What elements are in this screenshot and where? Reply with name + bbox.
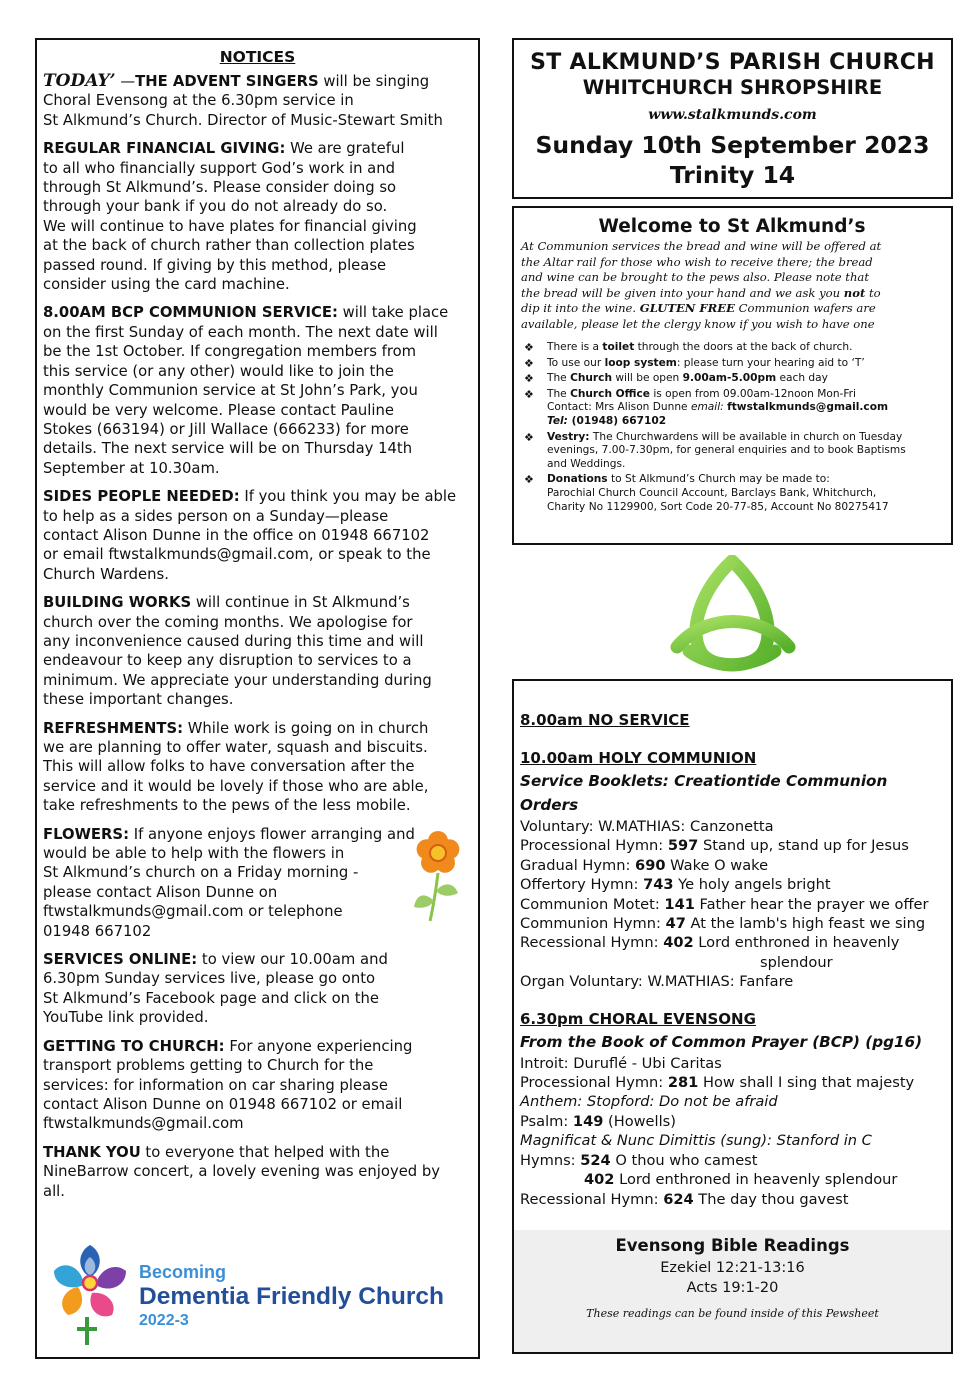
hymn-title: The day thou gavest	[693, 1190, 849, 1208]
line-label: Anthem:	[520, 1093, 583, 1111]
service-630-heading: 6.30pm CHORAL EVENSONG	[520, 1009, 756, 1028]
notice-text: If you think you may be able to help as a sides person on a Sunday—please contact Alison Dunne in the office on 01948 667102 or email ftwstalkmunds@gmail.com, or speak to the Church Wardens.	[43, 488, 457, 583]
hymn-title: Wake O wake	[665, 856, 769, 874]
bullet-church-hours	[521, 372, 943, 386]
line-label: Voluntary: W.MATHIAS: Canzonetta	[520, 818, 774, 835]
service-1000-subheading: Service Booklets: Creationtide Communion Orders	[520, 772, 888, 814]
readings-heading: Evensong Bible Readings	[615, 1236, 850, 1255]
notice-text: While work is going on in church we are planning to offer water, squash and biscuits. This will allow folks to have conversation after the service and it would be lovely if those who are able, take refreshments to the pews of the less mobile.	[43, 719, 429, 815]
line-label: Communion Hymn:	[520, 915, 666, 933]
notice-today	[43, 72, 472, 130]
trinity-knot-icon	[665, 555, 800, 673]
logo-line2: Dementia Friendly Church	[139, 1283, 444, 1310]
notice-title: REGULAR FINANCIAL GIVING:	[43, 140, 286, 158]
notices-panel	[35, 38, 480, 1359]
line-label: Recessional Hymn:	[520, 1190, 664, 1208]
service-line	[520, 875, 945, 894]
notice-building-works	[43, 593, 472, 709]
notice-bcp-communion	[43, 303, 472, 478]
line-label: Psalm:	[520, 1112, 573, 1130]
today-text: will be singing Choral Evensong at the 6.30pm service in St Alkmund’s Church. Director of Music-Stewart Smith	[43, 73, 443, 129]
service-line	[520, 1073, 945, 1092]
dementia-friendly-logo	[47, 1239, 472, 1349]
notice-getting-to-church	[43, 1037, 472, 1134]
notice-title: SIDES PEOPLE NEEDED:	[43, 488, 240, 506]
hymn-number: 141	[664, 895, 695, 913]
hymn-number: 597	[667, 837, 699, 855]
church-website[interactable]: www.stalkmunds.com	[648, 107, 817, 123]
dementia-flower-icon	[47, 1239, 133, 1349]
service-800-heading: 8.00am NO SERVICE	[520, 711, 690, 729]
liturgical-week: Trinity 14	[669, 161, 796, 189]
bullet-text: to St Alkmund’s Church may be made to: Parochial Church Council Account, Barclays Bank, Whitchurch, Charity No 1129900, Sort Code 20-77-85, Account No 80275417	[547, 473, 889, 513]
logo-line1: Becoming	[139, 1262, 227, 1282]
notice-financial-giving	[43, 139, 472, 294]
bullet-text: through the doors at the back of church.	[634, 341, 853, 353]
today-dash: —	[115, 73, 136, 90]
line-text: W.MATHIAS: Fanfare	[647, 973, 794, 991]
reading-1: Ezekiel 12:21-13:16	[660, 1260, 805, 1276]
bullet-bold: Church	[570, 372, 612, 385]
service-line	[520, 914, 945, 933]
today-bold: THE ADVENT SINGERS	[135, 73, 319, 90]
church-location: WHITCHURCH SHROPSHIRE	[582, 76, 883, 99]
bullet-toilet	[521, 341, 943, 355]
service-line	[520, 1092, 945, 1111]
service-line	[520, 1054, 945, 1073]
bullet-italic: email:	[690, 401, 724, 414]
line-text: Duruflé - Ubi Caritas	[573, 1054, 722, 1072]
line-label: Gradual Hymn:	[520, 856, 636, 874]
hymn-title: How shall I sing that majesty	[698, 1074, 915, 1092]
notice-text: will take place on the first Sunday of each month. The next date will be the 1st October. If congregation members from this service (or any other) would like to join the monthly Communion service at St John’s Park, you would be very welcome. Please contact Pauline Stokes (663194) or Jill Wallace (666233) for more details. The next service will be on Thursday 14th September at 10.30am.	[43, 304, 449, 477]
hymn-title: Stand up, stand up for Jesus	[698, 837, 909, 855]
welcome-intro-c: Communion wafers are available, please let the clergy know if you wish to have one	[521, 301, 876, 331]
welcome-heading: Welcome to St Alkmund’s	[598, 216, 866, 237]
welcome-intro-not: not	[843, 285, 866, 300]
office-phone: (01948) 667102	[567, 414, 667, 427]
hymn-number: 402	[663, 934, 694, 952]
bullet-bold: Donations	[547, 473, 608, 486]
hymn-title: At the lamb's high feast we sing	[685, 915, 926, 933]
notice-text: will continue in St Alkmund’s church over the coming months. We apologise for any inconvenience caused during this time and will endeavour to keep any disruption to services to a minimum. We appreciate your understanding during these important changes.	[43, 594, 432, 709]
notice-refreshments	[43, 719, 472, 816]
services-list	[514, 681, 951, 1209]
service-line	[520, 1112, 945, 1131]
bullet-text: The Churchwardens will be available in church on Tuesday evenings, 7.00-7.30pm, for general enquiries and to book Baptisms and Weddings.	[547, 430, 906, 470]
service-line	[520, 856, 945, 875]
hymn-title: Father hear the prayer we offer	[694, 895, 929, 913]
readings-note: These readings can be found inside of this Pewsheet	[586, 1307, 879, 1320]
tel-label: Tel:	[547, 414, 568, 427]
notice-title: THANK YOU	[43, 1143, 141, 1161]
bullet-text: will be open	[611, 372, 683, 385]
bullet-bold: loop system	[604, 356, 677, 369]
bullet-text: The	[547, 372, 571, 385]
reading-2: Acts 19:1-20	[686, 1280, 779, 1296]
notice-sides-people	[43, 487, 472, 584]
service-line	[520, 1151, 945, 1170]
line-text: Stanford in C	[771, 1132, 872, 1150]
notice-title: GETTING TO CHURCH:	[43, 1037, 225, 1055]
bullet-bold: Church Office	[570, 387, 650, 400]
bullet-text: There is a	[547, 341, 603, 353]
hymn-number: 47	[665, 915, 686, 933]
line-label: Processional Hymn:	[520, 1074, 668, 1092]
service-line	[520, 972, 945, 991]
notice-text: We are grateful to all who financially support God’s work in and through St Alkmund’s. Please consider doing so through your bank if you do not already do so. We will continue to have plates for financial giving at the back of church rather than collection plates passed round. If giving by this method, please consider using the card machine.	[43, 140, 417, 294]
line-label: Organ Voluntary:	[520, 973, 648, 991]
bullet-loop-system	[521, 357, 943, 371]
line-label: Introit:	[520, 1054, 574, 1072]
line-label: Offertory Hymn:	[520, 876, 644, 894]
service-line	[520, 836, 945, 855]
line-text: (Howells)	[603, 1112, 676, 1130]
diamond-bullet-icon: ❖	[524, 387, 534, 401]
dementia-logo-text	[139, 1261, 444, 1331]
welcome-intro	[521, 239, 943, 332]
hymn-title: Ye holy angels bright	[673, 876, 831, 894]
notice-title: SERVICES ONLINE:	[43, 951, 198, 969]
service-630-subheading: From the Book of Common Prayer (BCP) (pg16)	[520, 1032, 923, 1051]
hymn-title: Lord enthroned in heavenly splendour	[614, 1171, 898, 1189]
hymn-number: 743	[643, 876, 674, 894]
today-label: TODAY’	[43, 71, 116, 91]
line-label: Communion Motet:	[520, 895, 665, 913]
welcome-intro-b: to dip it into the wine.	[521, 285, 881, 315]
hymn-number: 524	[580, 1151, 611, 1169]
notice-title: FLOWERS:	[43, 825, 129, 843]
line-label: Processional Hymn:	[520, 837, 668, 855]
services-box	[512, 679, 953, 1354]
hymn-title: Lord enthroned in heavenly	[693, 934, 900, 952]
bible-readings-panel	[514, 1230, 951, 1352]
bullet-text: is open from 09.00am-12noon Mon-Fri Contact: Mrs Alison Dunne	[547, 387, 856, 414]
bullet-bold: 9.00am-5.00pm	[682, 372, 777, 385]
diamond-bullet-icon: ❖	[524, 473, 534, 487]
notice-thank-you	[43, 1143, 472, 1201]
bullet-bold: Vestry:	[547, 430, 590, 443]
notice-flowers-wrap	[43, 825, 472, 941]
church-name: ST ALKMUND’S PARISH CHURCH	[530, 50, 935, 75]
hymn-number: 690	[635, 856, 666, 874]
bullet-church-office	[521, 388, 943, 429]
service-line	[520, 1131, 945, 1150]
welcome-intro-gluten: GLUTEN FREE	[639, 301, 735, 315]
hymn-number: 281	[667, 1074, 699, 1092]
bullet-donations	[521, 473, 943, 514]
bullet-bold: toilet	[602, 341, 635, 353]
bullet-text: To use our	[547, 356, 605, 369]
bullet-vestry	[521, 431, 943, 472]
notice-services-online	[43, 950, 472, 1028]
diamond-bullet-icon: ❖	[524, 356, 534, 370]
hymn-title: O thou who camest	[610, 1151, 758, 1169]
church-title-box	[512, 38, 953, 199]
bullet-text: The	[547, 387, 571, 400]
hymn-number: 624	[663, 1190, 694, 1208]
line-label: Recessional Hymn:	[520, 934, 664, 952]
notice-text: If anyone enjoys flower arranging and would be able to help with the flowers in St Alkmund’s church on a Friday morning - please contact Alison Dunne on ftwstalkmunds@gmail.com or telephone 01948 667102	[43, 825, 415, 940]
logo-line3: 2022-3	[139, 1312, 189, 1329]
service-line	[520, 1170, 945, 1189]
notice-flowers	[43, 825, 472, 941]
bullet-text: : please turn your hearing aid to ‘T’	[676, 356, 865, 369]
office-email[interactable]: ftwstalkmunds@gmail.com	[727, 401, 889, 414]
notice-title: REFRESHMENTS:	[43, 719, 184, 737]
diamond-bullet-icon: ❖	[524, 341, 534, 354]
service-1000-heading: 10.00am HOLY COMMUNION	[520, 749, 757, 767]
welcome-intro-a: At Communion services the bread and wine will be offered at the Altar rail for those who wish to receive there; the bread and wine can be brought to the pews also. Please note that the bread will be given into your hand and we ask you	[521, 239, 882, 300]
service-line	[520, 933, 945, 952]
notice-text: For anyone experiencing transport problems getting to Church for the services: for information on car sharing please contact Alison Dunne on 01948 667102 or email ftwstalkmunds@gmail.com	[43, 1037, 413, 1133]
diamond-bullet-icon: ❖	[524, 430, 534, 444]
bullet-text: each day	[776, 372, 828, 385]
service-line-continuation: splendour	[760, 953, 833, 971]
diamond-bullet-icon: ❖	[524, 372, 534, 386]
notice-title: BUILDING WORKS	[43, 594, 192, 612]
notice-text: to view our 10.00am and 6.30pm Sunday services live, please go onto St Alkmund’s Facebook page and click on the YouTube link provided.	[43, 951, 388, 1027]
line-label: Hymns:	[520, 1151, 581, 1169]
service-line	[520, 895, 945, 914]
hymn-number: 402	[584, 1171, 615, 1189]
notices-heading: NOTICES	[219, 48, 296, 66]
service-date: Sunday 10th September 2023	[535, 131, 930, 159]
service-line	[520, 817, 945, 836]
notice-text: to everyone that helped with the NineBarrow concert, a lovely evening was enjoyed by all.	[43, 1143, 441, 1200]
line-text: Stopford: Do not be afraid	[582, 1093, 778, 1111]
notice-title: 8.00AM BCP COMMUNION SERVICE:	[43, 304, 338, 322]
service-line	[520, 1190, 945, 1209]
line-label: Magnificat & Nunc Dimittis (sung):	[520, 1132, 772, 1150]
welcome-bullet-list	[521, 341, 943, 514]
welcome-box	[512, 206, 953, 545]
flower-icon	[412, 829, 464, 927]
psalm-number: 149	[572, 1112, 604, 1130]
